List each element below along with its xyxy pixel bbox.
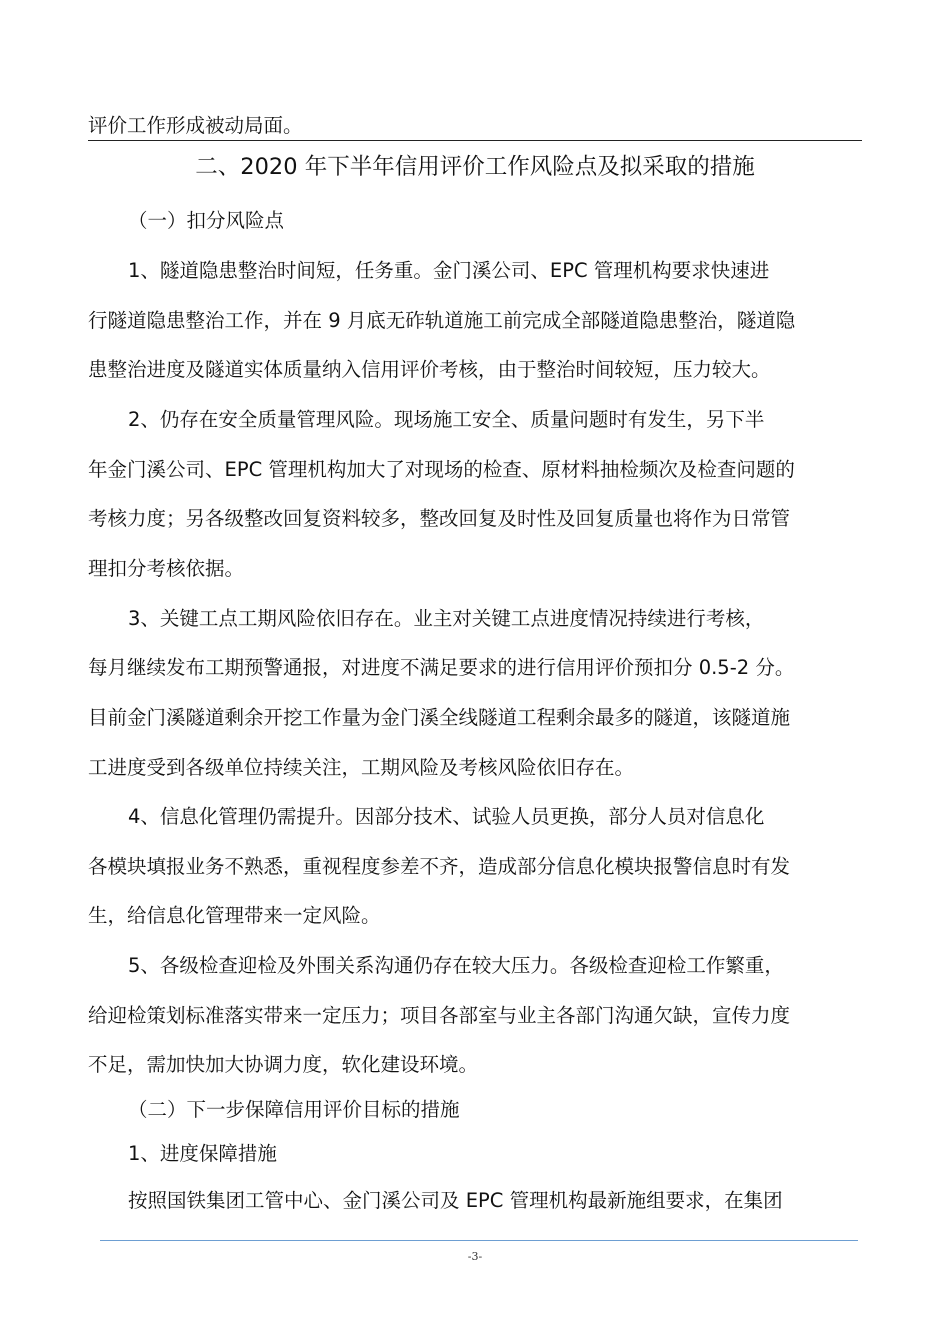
text-line: 给迎检策划标准落实带来一定压力；项目各部室与业主各部门沟通欠缺，宣传力度 <box>88 1004 791 1027</box>
section-heading: 二、2020 年下半年信用评价工作风险点及拟采取的措施 <box>195 154 755 180</box>
text-line: 考核力度；另各级整改回复资料较多，整改回复及时性及回复质量也将作为日常管 <box>88 507 791 530</box>
header-divider <box>88 140 862 141</box>
text-line: 4、信息化管理仍需提升。因部分技术、试验人员更换，部分人员对信息化 <box>128 805 765 828</box>
subsection-heading: （一）扣分风险点 <box>128 209 285 232</box>
text-line: 3、关键工点工期风险依旧存在。业主对关键工点进度情况持续进行考核， <box>128 607 765 630</box>
text-line: 理扣分考核依据。 <box>88 557 245 580</box>
text-line: 各模块填报业务不熟悉，重视程度参差不齐，造成部分信息化模块报警信息时有发 <box>88 855 791 878</box>
text-line: 年金门溪公司、EPC 管理机构加大了对现场的检查、原材料抽检频次及检查问题的 <box>88 458 795 481</box>
text-line: 按照国铁集团工管中心、金门溪公司及 EPC 管理机构最新施组要求，在集团 <box>128 1189 783 1212</box>
text-line: 工进度受到各级单位持续关注，工期风险及考核风险依旧存在。 <box>88 756 635 779</box>
text-line: 评价工作形成被动局面。 <box>88 114 303 137</box>
text-line: 不足，需加快加大协调力度，软化建设环境。 <box>88 1053 479 1076</box>
page-number: -3- <box>467 1250 483 1263</box>
subsection-heading: （二）下一步保障信用评价目标的措施 <box>128 1098 460 1121</box>
text-line: 患整治进度及隧道实体质量纳入信用评价考核，由于整治时间较短，压力较大。 <box>88 358 771 381</box>
footer-divider <box>100 1240 858 1241</box>
text-line: 目前金门溪隧道剩余开挖工作量为金门溪全线隧道工程剩余最多的隧道，该隧道施 <box>88 706 791 729</box>
text-line: 行隧道隐患整治工作，并在 9 月底无砟轨道施工前完成全部隧道隐患整治，隧道隐 <box>88 309 796 332</box>
text-line: 每月继续发布工期预警通报，对进度不满足要求的进行信用评价预扣分 0.5-2 分。 <box>88 656 795 679</box>
text-line: 1、隧道隐患整治时间短，任务重。金门溪公司、EPC 管理机构要求快速进 <box>128 259 770 282</box>
text-line: 生，给信息化管理带来一定风险。 <box>88 904 381 927</box>
text-line: 1、进度保障措施 <box>128 1142 277 1165</box>
text-line: 5、各级检查迎检及外围关系沟通仍存在较大压力。各级检查迎检工作繁重， <box>128 954 784 977</box>
text-line: 2、仍存在安全质量管理风险。现场施工安全、质量问题时有发生，另下半 <box>128 408 765 431</box>
